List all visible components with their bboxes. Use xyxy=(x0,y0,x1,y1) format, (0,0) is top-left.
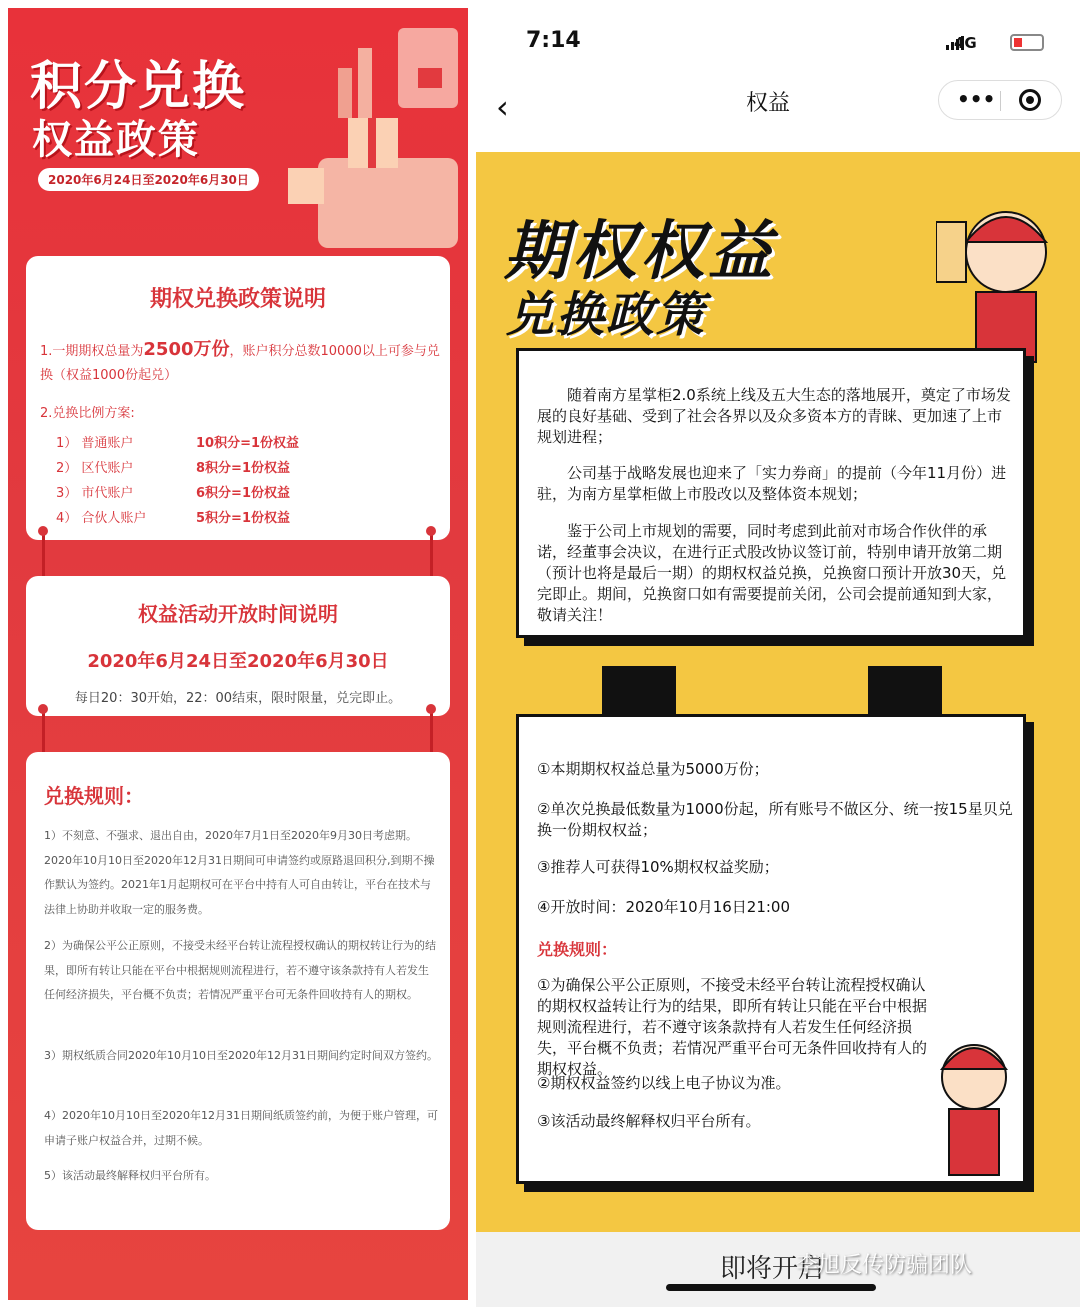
rope xyxy=(430,710,433,758)
ratio-heading: 2.兑换比例方案: xyxy=(40,406,135,421)
coming-soon-button[interactable]: 即将开启 xyxy=(720,1254,825,1284)
board-post xyxy=(868,666,942,716)
poster-title: 期权权益 xyxy=(504,215,776,289)
rule-item: 1）不刻意、不强求、退出自由，2020年7月1日至2020年9月30日考虑期。2020年10月10日至2020年12月31日期间可申请签约或原路退回积分,到期不操作默认为签约。2021年1月起期权可在平台中持有人可自由转让，平台在技术与法律上协助并收取一定的服务费。 xyxy=(44,829,435,916)
bottom-action-bar xyxy=(476,1232,1080,1307)
ratio-row xyxy=(56,482,290,501)
rule-item: ②期权权益签约以线上电子协议为准。 xyxy=(537,1074,791,1092)
ratio-row xyxy=(56,507,290,526)
status-bar xyxy=(476,0,1080,80)
gift-illustration-icon xyxy=(268,8,468,258)
chevron-left-icon[interactable]: ‹ xyxy=(496,88,509,126)
mascot-icon xyxy=(929,1017,1019,1177)
policy-poster xyxy=(476,152,1080,1232)
exchange-policy-card xyxy=(26,256,450,540)
ratio-row xyxy=(56,457,290,476)
rule-item: ②单次兑换最低数量为1000份起，所有账号不做区分、统一按15星贝兑换一份期权权益； xyxy=(537,800,1013,839)
open-time-card xyxy=(26,576,450,716)
rules-title: 兑换规则： xyxy=(44,784,144,808)
poster-subtitle: 权益政策 xyxy=(32,117,200,163)
pin-icon xyxy=(426,704,436,714)
ratio-label: 2） 区代账户 xyxy=(56,461,134,476)
announcement-paragraph: 鉴于公司上市规划的需要，同时考虑到此前对市场合作伙伴的承诺，经董事会决议，在进行正式股改协议签订前，特别申请开放第二期（预计也将是最后一期）的期权权益兑换，兑换窗口预计开放30天，兑完即止。期间，兑换窗口如有需要提前关闭，公司会提前通知到大家，敬请关注！ xyxy=(537,522,1007,624)
pin-icon xyxy=(38,704,48,714)
rules-card xyxy=(26,752,450,1230)
pin-icon xyxy=(38,526,48,536)
rule-item: ①本期期权权益总量为5000万份； xyxy=(537,760,769,778)
rule-item: 5）该活动最终解释权归平台所有。 xyxy=(44,1169,216,1182)
card-title: 权益活动开放时间说明 xyxy=(138,602,338,626)
nav-bar xyxy=(476,70,1080,150)
target-icon[interactable] xyxy=(1019,89,1041,111)
rule-item: ①为确保公平公正原则，不接受未经平台转让流程授权确认的期权权益转让行为的结果，即所有转让只能在平台中根据规则流程进行，若不遵守该条款持有人若发生任何经济损失，平台概不负责；若情况严重平台可无条件回收持有人的期权权益。 xyxy=(537,976,928,1078)
rule-item: 3）期权纸质合同2020年10月10日至2020年12月31日期间约定时间双方签约。 xyxy=(44,1049,438,1062)
rules-board xyxy=(516,714,1026,1184)
poster-subtitle: 兑换政策 xyxy=(506,287,707,343)
policy-total: 2500万份 xyxy=(143,339,230,360)
phone-screenshot xyxy=(476,0,1080,1307)
rope xyxy=(42,710,45,758)
more-dots-icon[interactable]: ••• xyxy=(957,87,996,111)
mini-program-capsule xyxy=(938,80,1062,120)
watermark-text: 李旭反传防骗团队 xyxy=(796,1253,973,1278)
rope xyxy=(42,534,45,582)
capsule-divider xyxy=(1000,91,1001,111)
rule-item: 2）为确保公平公正原则，不接受未经平台转让流程授权确认的期权转让行为的结果，即所有转让只能在平台中根据规则流程进行，若不遵守该条款持有人若发生任何经济损失，平台概不负责；若情况严重平台可无条件回收持有人的期权。 xyxy=(44,939,436,1001)
rule-item: ③推荐人可获得10%期权权益奖励； xyxy=(537,858,779,876)
rope xyxy=(430,534,433,582)
status-time: 7:14 xyxy=(526,28,581,53)
nav-title: 权益 xyxy=(746,91,791,116)
ratio-row xyxy=(56,432,300,451)
rule-item: ③该活动最终解释权归平台所有。 xyxy=(537,1112,761,1130)
ratio-value: 6积分=1份权益 xyxy=(196,486,290,501)
announcement-paragraph: 公司基于战略发展也迎来了「实力券商」的提前（今年11月份）进驻，为南方星掌柜做上市股改以及整体资本规划； xyxy=(537,464,1007,503)
policy-text-a: 1.一期期权总量为 xyxy=(40,344,144,359)
open-hours-note: 每日20：30开始，22：00结束，限时限量，兑完即止。 xyxy=(74,691,402,706)
ratio-value: 8积分=1份权益 xyxy=(196,461,290,476)
pin-icon xyxy=(426,526,436,536)
poster-title: 积分兑换 xyxy=(30,57,247,117)
home-indicator xyxy=(666,1284,876,1291)
rule-item: ④开放时间：2020年10月16日21:00 xyxy=(537,898,791,916)
rules-title: 兑换规则： xyxy=(537,940,618,959)
policy-text-b: ，账户积分总数10000以上可参与兑换（权益1000份起兑） xyxy=(40,344,440,383)
left-poster xyxy=(8,8,468,1300)
ratio-value: 5积分=1份权益 xyxy=(196,511,290,526)
board-post xyxy=(602,666,676,716)
date-badge: 2020年6月24日至2020年6月30日 xyxy=(38,168,259,191)
card-title: 期权兑换政策说明 xyxy=(149,287,326,312)
network-type: 4G xyxy=(954,34,977,52)
ratio-value: 10积分=1份权益 xyxy=(196,436,300,451)
battery-icon xyxy=(1010,34,1044,51)
ratio-label: 3） 市代账户 xyxy=(56,486,134,501)
policy-text xyxy=(40,338,440,388)
open-dates: 2020年6月24日至2020年6月30日 xyxy=(87,651,389,672)
ratio-label: 1） 普通账户 xyxy=(56,436,134,451)
announcement-paragraph: 随着南方星掌柜2.0系统上线及五大生态的落地展开，奠定了市场发展的良好基础、受到了社会各界以及众多资本方的青睐、更加速了上市规划进程； xyxy=(537,386,1011,446)
rule-item: 4）2020年10月10日至2020年12月31日期间纸质签约前，为便于账户管理，可申请子账户权益合并，过期不候。 xyxy=(44,1109,438,1147)
ratio-label: 4） 合伙人账户 xyxy=(56,511,147,526)
announcement-board xyxy=(516,348,1026,638)
